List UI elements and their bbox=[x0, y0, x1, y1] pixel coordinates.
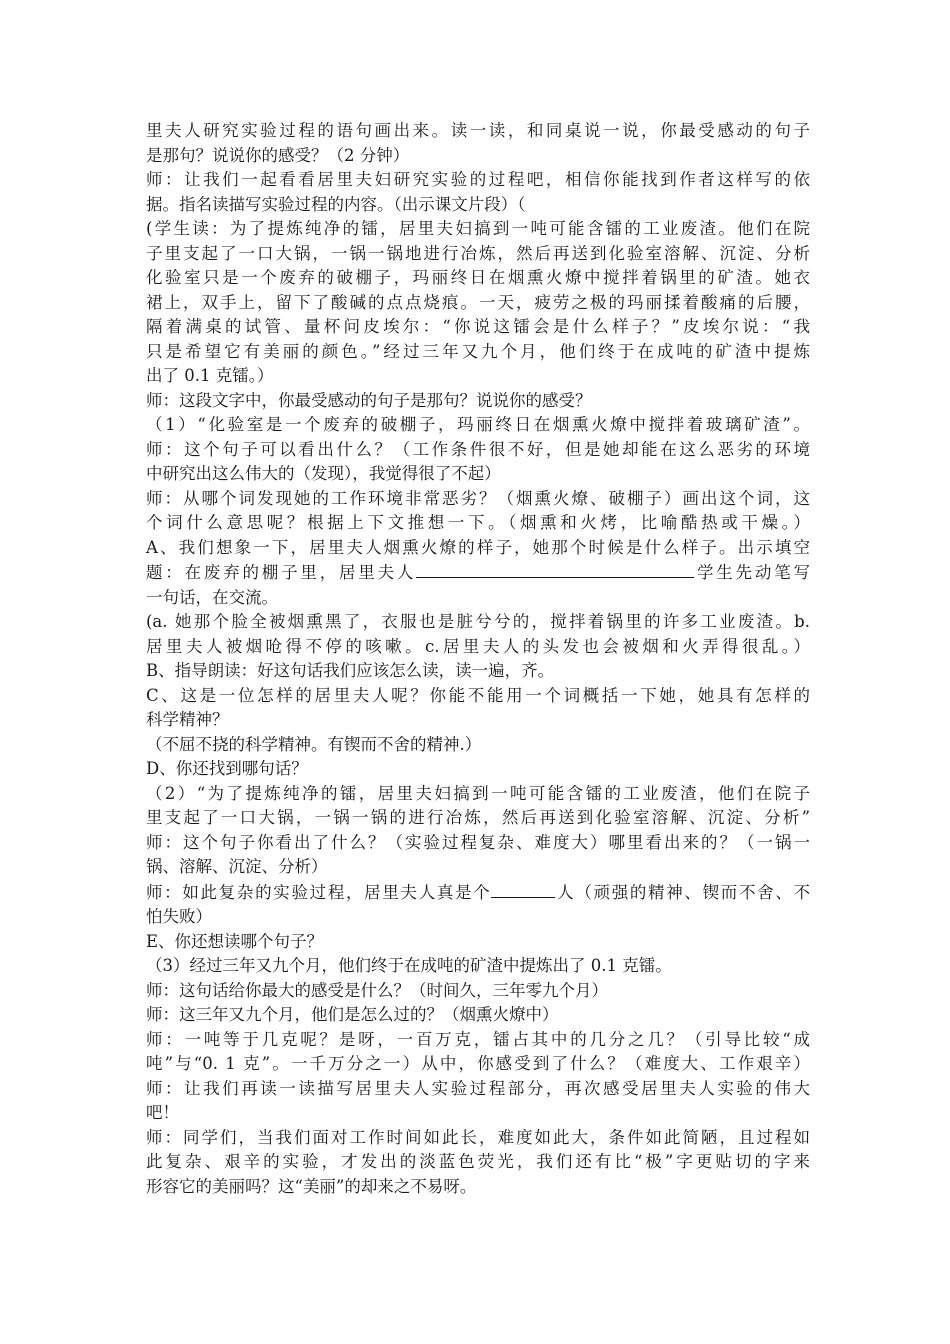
text-line: 师：让我们再读一读描写居里夫人实验过程部分，再次感受居里夫人实验的伟大 bbox=[146, 1078, 810, 1098]
fill-in-blank-line bbox=[146, 880, 810, 906]
text-line: 师：这句话给你最大的感受是什么？（时间久，三年零九个月） bbox=[146, 980, 608, 1000]
blank-prefix-text: 师：如此复杂的实验过程，居里夫人真是个 bbox=[146, 882, 492, 902]
text-line: (学生读：为了提炼纯净的镭，居里夫妇搞到一吨可能含镭的工业废渣。他们在院 bbox=[146, 219, 810, 238]
text-line: （不屈不挠的科学精神。有锲而不舍的精神.） bbox=[146, 734, 482, 754]
text-line: 个词什么意思呢？根据上下文推想一下。（烟熏和火烤，比喻酷热或干燥。） bbox=[146, 513, 810, 532]
text-line: 科学精神？ bbox=[146, 710, 229, 729]
text-line: 师：同学们，当我们面对工作时间如此长，难度如此大，条件如此简陋，且过程如 bbox=[146, 1127, 810, 1147]
text-line: 此复杂、艰辛的实验，才发出的淡蓝色荧光，我们还有比“极”字更贴切的字来 bbox=[146, 1152, 810, 1171]
text-line: （1）“化验室是一个废弃的破棚子，玛丽终日在烟熏火燎中搅拌着玻璃矿渣”。 bbox=[146, 415, 810, 434]
text-line: 是那句？说说你的感受？（2 分钟） bbox=[146, 145, 410, 165]
text-line: (a. 她那个脸全被烟熏黑了，衣服也是脏兮兮的，搅拌着锅里的许多工业废渣。b. bbox=[146, 612, 810, 631]
text-line: 师：这个句子你看出了什么？（实验过程复杂、难度大）哪里看出来的？（一锅一 bbox=[146, 832, 810, 852]
blank-prefix-text: 题：在废弃的棚子里，居里夫人 bbox=[146, 563, 417, 582]
text-line: （3）经过三年又九个月，他们终于在成吨的矿渣中提炼出了 0.1 克镭。 bbox=[146, 956, 672, 975]
text-line: 吧！ bbox=[146, 1103, 179, 1122]
text-line: 吨”与“0. 1 克”。一千万分之一）从中，你感受到了什么？（难度大、工作艰辛） bbox=[146, 1054, 810, 1073]
document-body bbox=[146, 119, 810, 1199]
text-line: 一句话，在交流。 bbox=[146, 587, 278, 607]
fill-in-blank bbox=[491, 880, 555, 898]
text-line: 师：一吨等于几克呢？是呀，一百万克，镭占其中的几分之几？（引导比较“成 bbox=[146, 1029, 810, 1049]
text-line: 形容它的美丽吗？这“美丽”的却来之不易呀。 bbox=[146, 1176, 477, 1196]
text-line: 据。指名读描写实验过程的内容。（出示课文片段）（ bbox=[146, 194, 526, 214]
text-line: 师：让我们一起看看居里夫妇研究实验的过程吧，相信你能找到作者这样写的依 bbox=[146, 170, 810, 189]
fill-in-blank-line bbox=[146, 560, 810, 586]
text-line: 师：这三年又九个月，他们是怎么过的？（烟熏火燎中） bbox=[146, 1005, 559, 1024]
text-line: C、这是一位怎样的居里夫人呢？你能不能用一个词概括一下她，她具有怎样的 bbox=[146, 685, 810, 705]
text-line: E、你还想读哪个句子？ bbox=[146, 931, 324, 951]
text-line: 化验室只是一个废弃的破棚子，玛丽终日在烟熏火燎中搅拌着锅里的矿渣。她衣 bbox=[146, 268, 810, 287]
text-line: 居里夫人被烟呛得不停的咳嗽。c.居里夫人的头发也会被烟和火弄得很乱。） bbox=[146, 636, 810, 656]
text-line: 裙上，双手上，留下了酸碱的点点烧痕。一天，疲劳之极的玛丽揉着酸痛的后腰， bbox=[146, 292, 810, 312]
blank-suffix-text: 学生先动笔写 bbox=[694, 563, 811, 582]
text-line: 锅、溶解、沉淀、分析） bbox=[146, 857, 328, 876]
text-line: 子里支起了一口大锅，一锅一锅地进行冶炼，然后再送到化验室溶解、沉淀、分析 bbox=[146, 243, 810, 263]
text-line: 中研究出这么伟大的（发现），我觉得很了不起） bbox=[146, 464, 501, 483]
text-line: 隔着满桌的试管、量杯问皮埃尔：“你说这镭会是什么样子？”皮埃尔说：“我 bbox=[146, 317, 810, 336]
text-line: D、你还找到哪句话？ bbox=[146, 759, 308, 778]
blank-suffix-text: 人（顽强的精神、锲而不舍、不 bbox=[555, 882, 811, 902]
text-line: 师：这段文字中，你最受感动的句子是那句？说说你的感受？ bbox=[146, 390, 592, 410]
text-line: 怕失败） bbox=[146, 907, 212, 926]
text-line: A、我们想象一下，居里夫人烟熏火燎的样子，她那个时候是什么样子。出示填空 bbox=[146, 537, 810, 557]
text-line: （2）“为了提炼纯净的镭，居里夫妇搞到一吨可能含镭的工业废渣，他们在院子 bbox=[146, 783, 810, 803]
text-line: 里支起了一口大锅，一锅一锅的进行冶炼，然后再送到化验室溶解、沉淀、分析” bbox=[146, 808, 810, 827]
text-line: 师：从哪个词发现她的工作环境非常恶劣？（烟熏火燎、破棚子）画出这个词，这 bbox=[146, 488, 810, 508]
fill-in-blank bbox=[416, 560, 694, 578]
text-line: 只是希望它有美丽的颜色。”经过三年又九个月，他们终于在成吨的矿渣中提炼 bbox=[146, 341, 810, 361]
text-line: 师：这个句子可以看出什么？（工作条件很不好，但是她却能在这么恶劣的环境 bbox=[146, 439, 810, 459]
text-line: 出了 0.1 克镭。） bbox=[146, 366, 274, 385]
text-line: 里夫人研究实验过程的语句画出来。读一读，和同桌说一说，你最受感动的句子 bbox=[146, 121, 810, 140]
text-line: B、指导朗读：好这句话我们应该怎么读，读一遍，齐。 bbox=[146, 661, 555, 680]
